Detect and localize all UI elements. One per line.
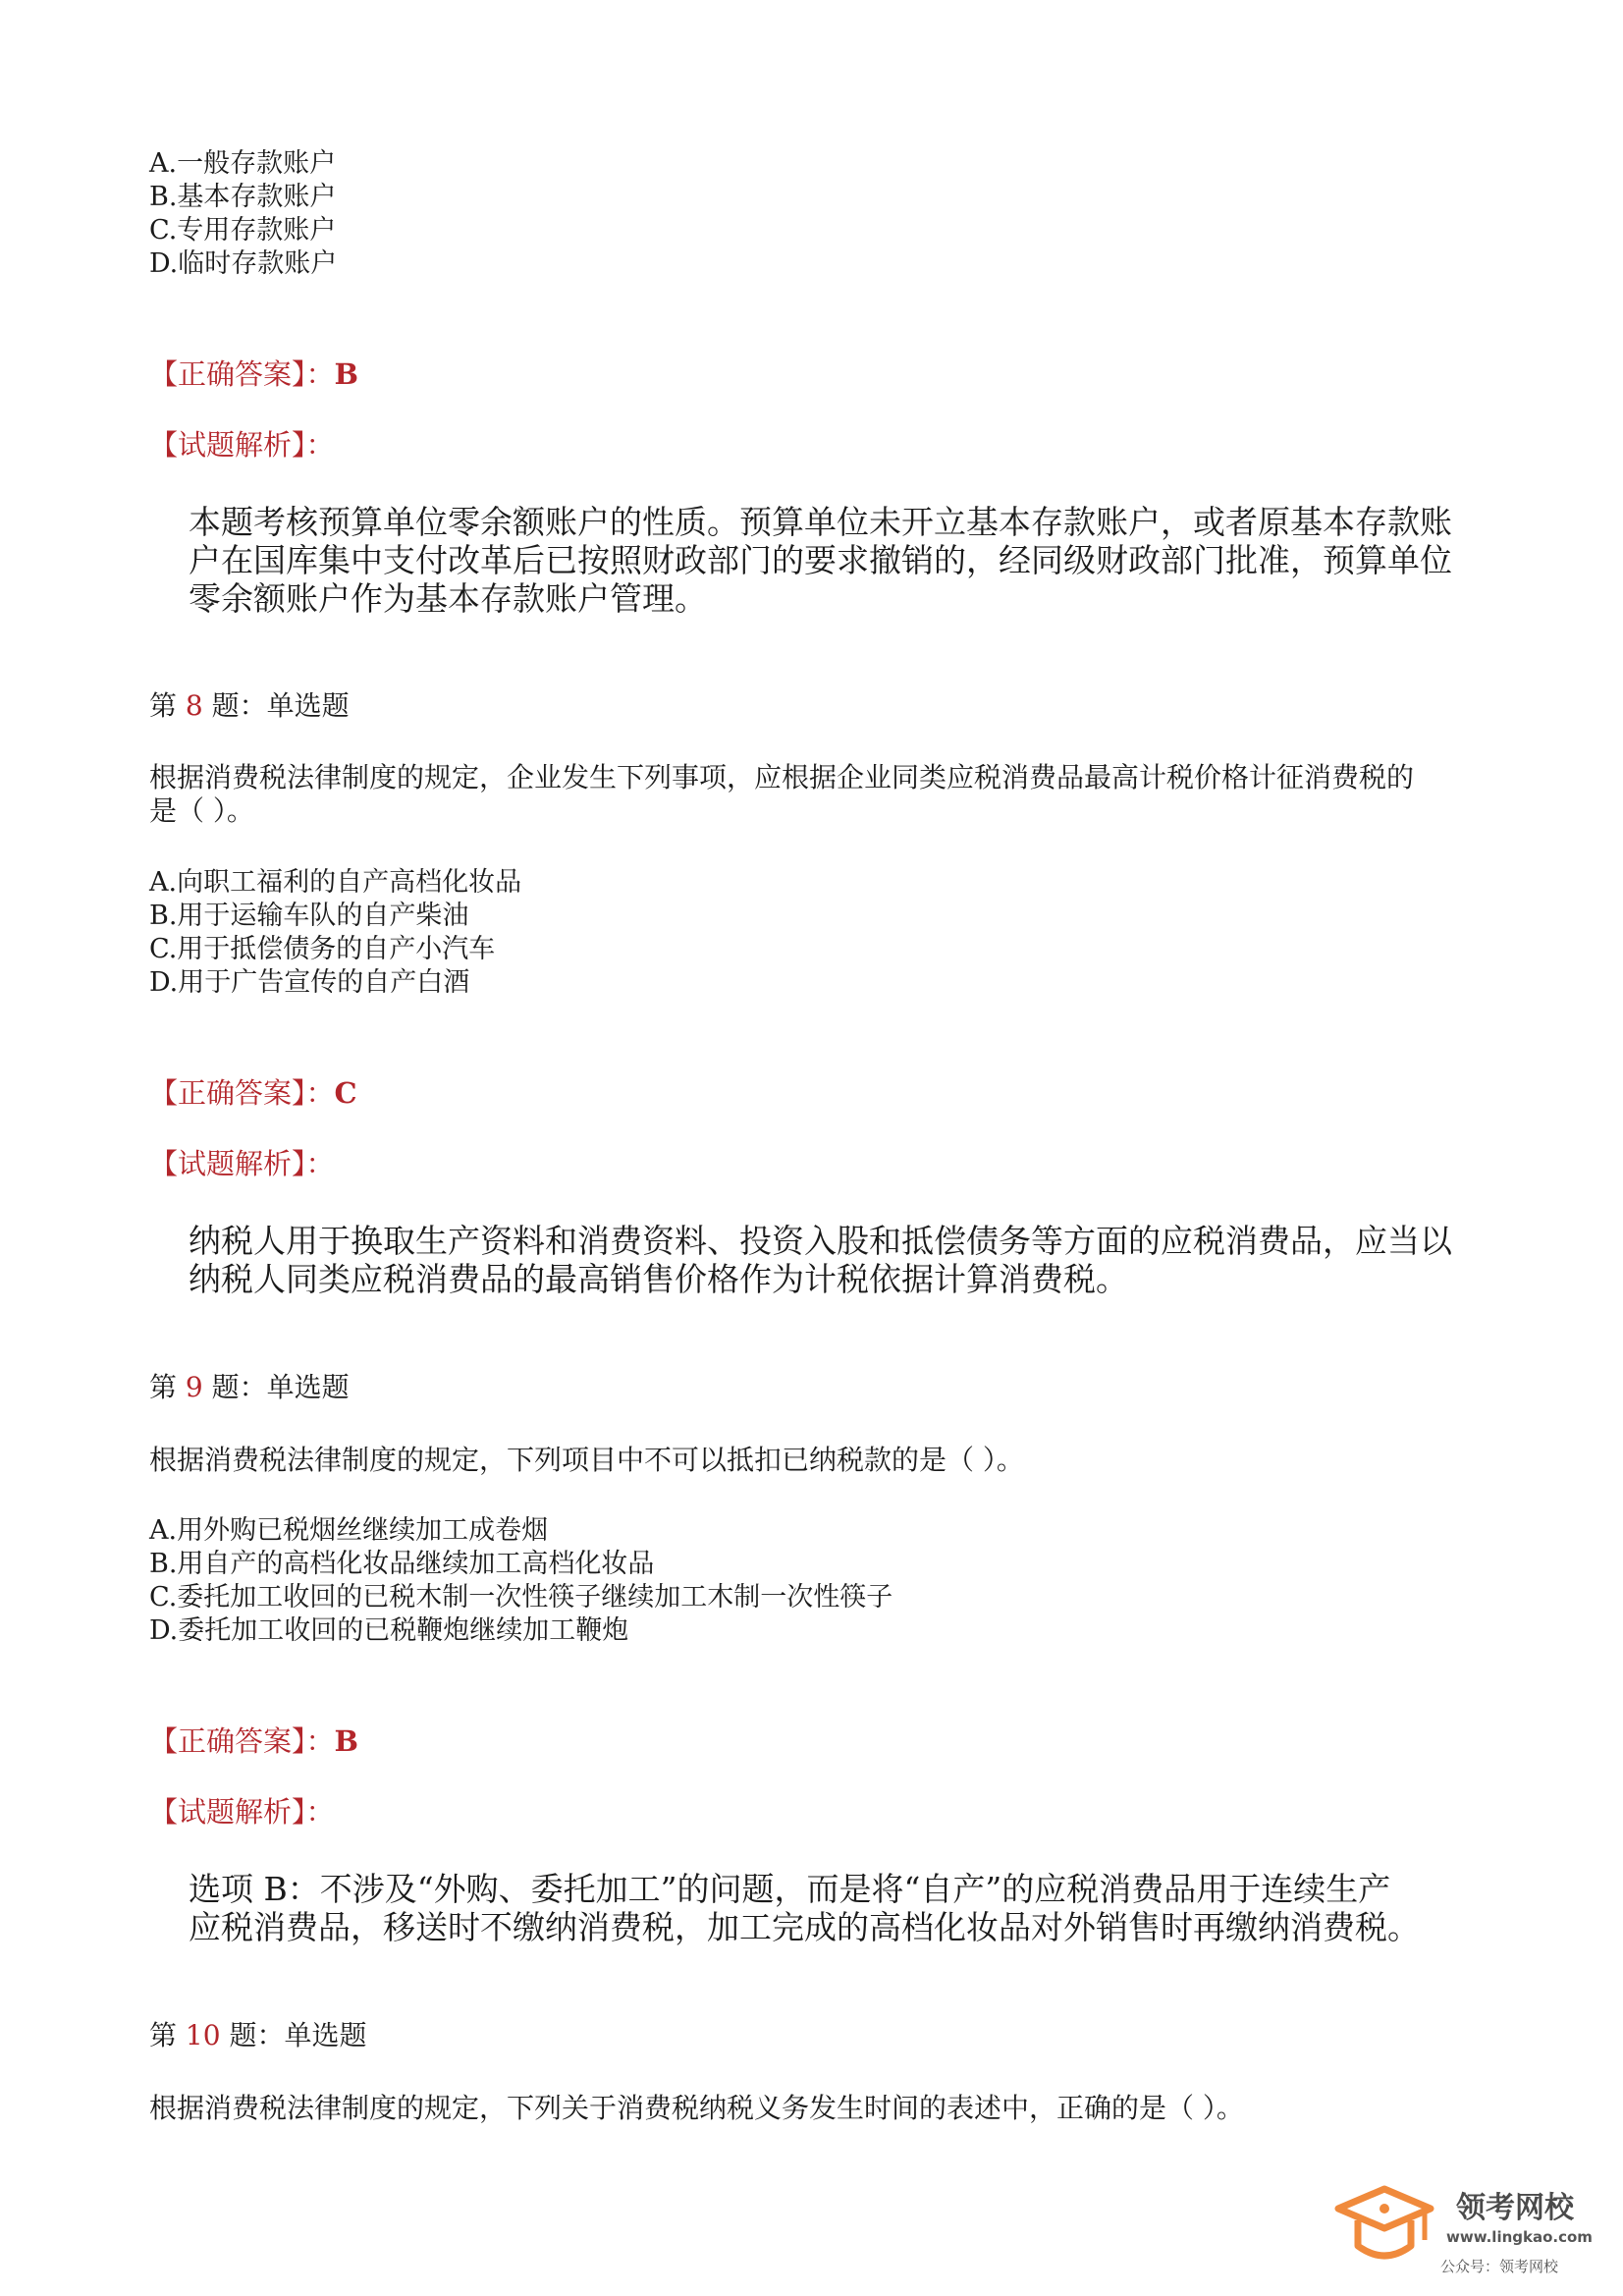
analysis-text-1 <box>189 503 1485 618</box>
logo-brand: 领考网校 <box>1456 2191 1574 2225</box>
option-d: D.委托加工收回的已税鞭炮继续加工鞭炮 <box>149 1615 629 1646</box>
question-type: 题：单选题 <box>229 2019 367 2051</box>
analysis-text-8 <box>189 1222 1485 1298</box>
option-b: B.基本存款账户 <box>149 182 337 212</box>
lingkao-logo <box>1330 2175 1596 2283</box>
answer-label: 【正确答案】： <box>149 357 335 391</box>
question-number: 10 <box>185 2019 221 2051</box>
option-d: D.用于广告宣传的自产白酒 <box>149 967 470 998</box>
answer-value: C <box>334 1076 357 1110</box>
question-9-header <box>149 1371 350 1404</box>
question-10-header <box>149 2019 366 2052</box>
question-type: 题：单选题 <box>211 1371 350 1403</box>
question-prefix: 第 <box>149 2019 178 2051</box>
question-number: 8 <box>185 689 203 722</box>
analysis-line: 户在国库集中支付改革后已按照财政部门的要求撤销的，经同级财政部门批准，预算单位 <box>189 541 1452 579</box>
answer-line-9 <box>149 1724 358 1758</box>
answer-line-1 <box>149 357 358 391</box>
analysis-line: 选项 B：不涉及“外购、委托加工”的问题，而是将“自产”的应税消费品用于连续生产 <box>189 1870 1391 1908</box>
analysis-line: 零余额账户作为基本存款账户管理。 <box>189 579 707 618</box>
question-type: 题：单选题 <box>211 689 350 722</box>
option-a: A.一般存款账户 <box>149 148 337 179</box>
graduation-cap-icon <box>1330 2175 1438 2283</box>
answer-label: 【正确答案】： <box>149 1076 335 1110</box>
option-b: B.用自产的高档化妆品继续加工高档化妆品 <box>149 1549 655 1579</box>
question-prefix: 第 <box>149 689 178 722</box>
question-8-header <box>149 689 350 723</box>
answer-value: B <box>334 1724 359 1758</box>
option-b: B.用于运输车队的自产柴油 <box>149 901 469 931</box>
logo-url: www.lingkao.com <box>1446 2228 1593 2246</box>
option-d: D.临时存款账户 <box>149 248 338 279</box>
answer-label: 【正确答案】： <box>149 1724 335 1758</box>
question-10-stem: 根据消费税法律制度的规定，下列关于消费税纳税义务发生时间的表述中，正确的是（ ）。 <box>149 2092 1244 2124</box>
analysis-text-9 <box>189 1870 1485 1946</box>
analysis-line: 应税消费品，移送时不缴纳消费税，加工完成的高档化妆品对外销售时再缴纳消费税。 <box>189 1908 1420 1946</box>
analysis-line: 纳税人用于换取生产资料和消费资料、投资入股和抵偿债务等方面的应税消费品，应当以 <box>189 1222 1452 1260</box>
option-c: C.委托加工收回的已税木制一次性筷子继续加工木制一次性筷子 <box>149 1582 893 1613</box>
option-c: C.用于抵偿债务的自产小汽车 <box>149 934 496 964</box>
question-8-stem-line-2: 是（ ）。 <box>149 794 254 827</box>
analysis-label-8: 【试题解析】： <box>149 1147 335 1180</box>
answer-value: B <box>334 357 359 391</box>
answer-line-8 <box>149 1076 357 1110</box>
analysis-label-1: 【试题解析】： <box>149 428 335 462</box>
option-a: A.向职工福利的自产高档化妆品 <box>149 867 522 898</box>
question-9-stem: 根据消费税法律制度的规定，下列项目中不可以抵扣已纳税款的是（ ）。 <box>149 1444 1024 1476</box>
question-prefix: 第 <box>149 1371 178 1403</box>
question-8-stem-line-1: 根据消费税法律制度的规定，企业发生下列事项，应根据企业同类应税消费品最高计税价格计征消费税的 <box>149 761 1415 793</box>
analysis-line: 本题考核预算单位零余额账户的性质。预算单位未开立基本存款账户，或者原基本存款账 <box>189 503 1452 541</box>
analysis-label-9: 【试题解析】： <box>149 1795 335 1829</box>
option-a: A.用外购已税烟丝继续加工成卷烟 <box>149 1515 549 1546</box>
option-c: C.专用存款账户 <box>149 215 337 246</box>
logo-wechat: 公众号：领考网校 <box>1440 2258 1559 2275</box>
analysis-line: 纳税人同类应税消费品的最高销售价格作为计税依据计算消费税。 <box>189 1260 1128 1298</box>
question-number: 9 <box>185 1371 203 1403</box>
